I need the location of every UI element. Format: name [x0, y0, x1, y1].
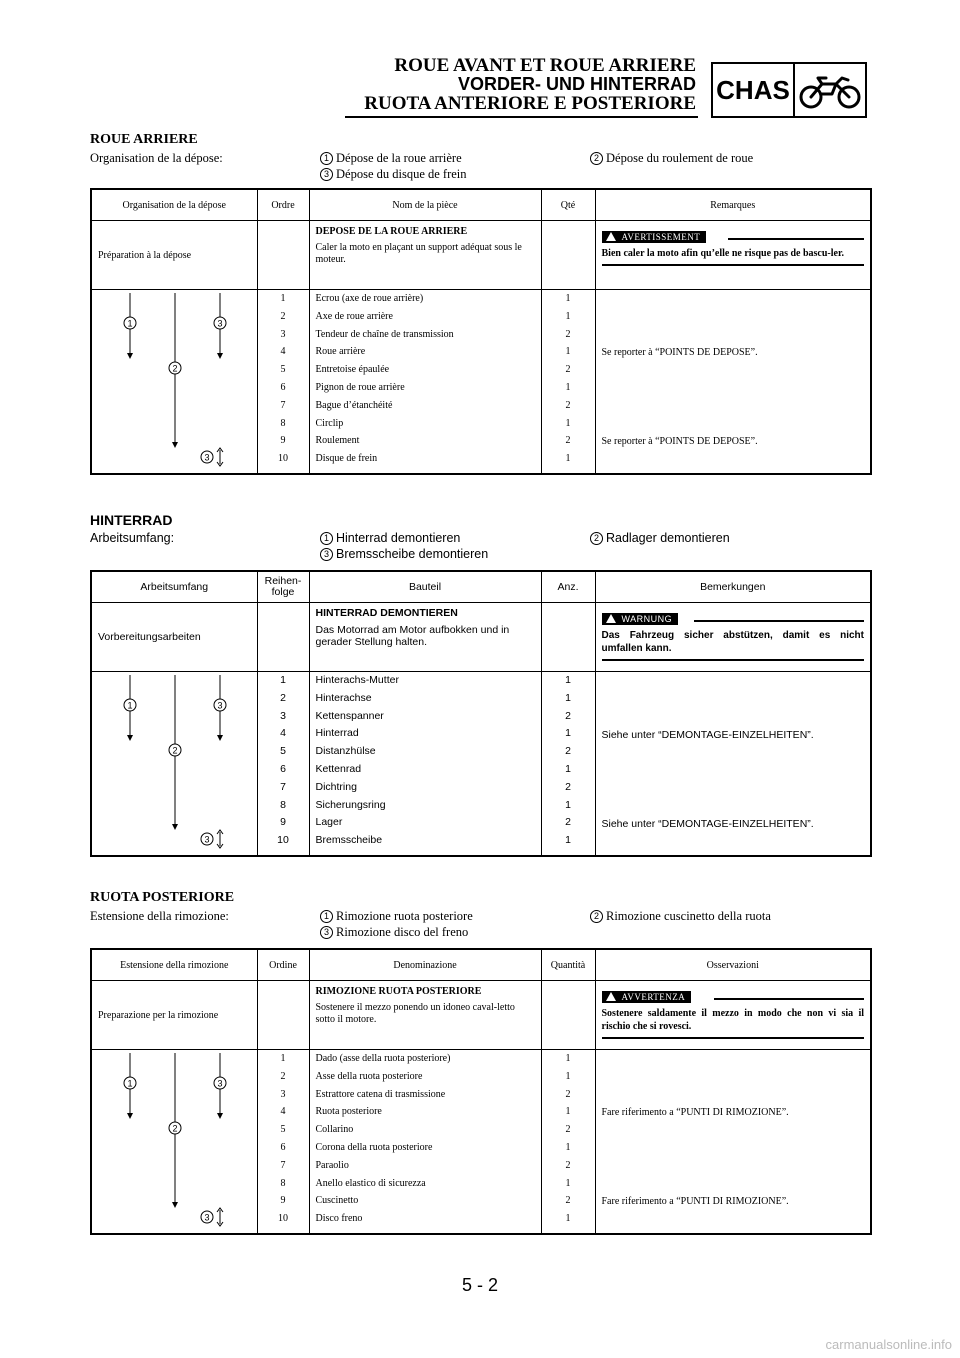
table-cell-qty: 2 — [565, 364, 571, 376]
step-arrows-diagram — [92, 672, 258, 852]
table-cell-qty: 1 — [565, 674, 571, 686]
circled-2-icon: 2 — [590, 152, 603, 165]
table-header-row — [91, 949, 871, 981]
table-cell-order: 10 — [278, 1213, 288, 1225]
col-header: Denominazione — [309, 949, 541, 981]
scope-item-1: 1 Dépose de la roue arrière — [320, 151, 462, 166]
table-cell-part: Tendeur de chaîne de transmission — [315, 328, 454, 340]
remark: Fare riferimento a “PUNTI DI RIMOZIONE”. — [601, 1107, 789, 1118]
table-cell-qty: 1 — [565, 798, 571, 811]
prep-text: Sostenere il mezzo ponendo un idoneo caval-letto sotto il motore. — [315, 1002, 515, 1025]
chapter-badge-label: CHAS — [713, 64, 795, 116]
step-diagram — [91, 672, 257, 857]
warning-badge: AVVERTENZA — [602, 991, 692, 1003]
steps-row — [91, 672, 871, 857]
warning-triangle-icon — [606, 614, 616, 623]
table-cell-qty: 1 — [565, 1053, 571, 1064]
col-header: Ordre — [257, 189, 309, 221]
remark: Se reporter à “POINTS DE DEPOSE”. — [601, 436, 758, 447]
table-cell-part: Collarino — [315, 1124, 354, 1136]
table-cell-qty: 1 — [565, 1070, 571, 1082]
qty-column — [541, 672, 595, 857]
table-cell-order: 7 — [280, 399, 286, 411]
scope-label: Arbeitsumfang: — [90, 531, 175, 545]
table-cell-order: 4 — [280, 346, 286, 358]
section-title: RUOTA POSTERIORE — [90, 890, 235, 905]
remark: Siehe unter “DEMONTAGE-EINZELHEITEN”. — [601, 729, 814, 741]
circled-2-icon: 2 — [590, 910, 603, 923]
title-french: ROUE AVANT ET ROUE ARRIERE — [394, 55, 696, 76]
table-cell-qty: 2 — [565, 328, 571, 340]
order-column — [257, 672, 309, 857]
prep-label: Préparation à la dépose — [91, 221, 257, 290]
table-cell-part: Ecrou (axe de roue arrière) — [315, 293, 424, 304]
scope-block — [90, 148, 870, 180]
prep-row — [91, 221, 871, 290]
table-cell-qty: 1 — [565, 293, 571, 304]
table-cell-part: Distanzhülse — [315, 745, 376, 758]
table-cell-part: Asse della ruota posteriore — [315, 1070, 423, 1082]
table-cell-order: 10 — [278, 453, 288, 465]
col-header: Arbeitsumfang — [91, 571, 257, 603]
scope-item-2: 2 Rimozione cuscinetto della ruota — [590, 909, 771, 924]
col-header: Quantità — [541, 949, 595, 981]
scope-item-3: 3 Dépose du disque de frein — [320, 167, 467, 182]
warning-triangle-icon — [606, 992, 616, 1001]
scope-item-3: 3 Rimozione disco del freno — [320, 925, 468, 940]
table-cell-part: Cuscinetto — [315, 1195, 359, 1207]
warning-triangle-icon — [606, 232, 616, 241]
table-cell-qty: 1 — [565, 762, 571, 775]
table-cell-part: Circlip — [315, 417, 344, 429]
col-header: Estensione della rimozione — [91, 949, 257, 981]
svg-text:3: 3 — [217, 1078, 223, 1089]
step-arrows-diagram — [92, 290, 258, 470]
title-german: VORDER- UND HINTERRAD — [458, 74, 696, 94]
table-cell-qty: 1 — [565, 1177, 571, 1189]
prep-text: Caler la moto en plaçant un support adéquat sous le moteur. — [315, 242, 522, 265]
svg-text:3: 3 — [217, 318, 223, 329]
table-cell-qty: 2 — [565, 780, 571, 793]
col-header: Nom de la pièce — [309, 189, 541, 221]
svg-text:3: 3 — [217, 700, 223, 711]
prep-title: DEPOSE DE LA ROUE ARRIERE — [315, 226, 468, 237]
table-cell-part: Bague d’étanchéité — [315, 399, 393, 411]
warning-block — [595, 981, 871, 1050]
table-cell-order: 4 — [280, 1106, 286, 1118]
step-arrows-diagram — [92, 1050, 258, 1230]
table-cell-part: Hinterachs-Mutter — [315, 674, 399, 686]
operation-table-fr — [90, 188, 872, 475]
warning-badge: AVERTISSEMENT — [602, 231, 707, 243]
col-header: Reihen-folge — [257, 571, 309, 603]
table-cell-part: Hinterachse — [315, 691, 372, 704]
remarks-column — [595, 672, 871, 857]
table-cell-qty: 1 — [565, 691, 571, 704]
table-cell-qty: 2 — [565, 1195, 571, 1207]
warning-block — [595, 221, 871, 290]
warning-badge: WARNUNG — [602, 613, 679, 625]
step-diagram — [91, 290, 257, 475]
order-column — [257, 290, 309, 475]
col-header: Organisation de la dépose — [91, 189, 257, 221]
svg-text:1: 1 — [127, 1078, 133, 1089]
circled-1-icon: 1 — [320, 152, 333, 165]
col-header: Qté — [541, 189, 595, 221]
table-cell-part: Kettenrad — [315, 762, 362, 775]
part-column — [309, 1050, 541, 1235]
table-cell-order: 5 — [280, 364, 286, 376]
table-cell-part: Roue arrière — [315, 346, 366, 358]
table-cell-part: Entretoise épaulée — [315, 364, 390, 376]
table-cell-part: Sicherungsring — [315, 798, 386, 811]
table-cell-part: Anello elastico di sicurezza — [315, 1177, 426, 1189]
svg-text:2: 2 — [172, 1123, 178, 1134]
section-title: HINTERRAD — [90, 512, 173, 528]
scope-item-1: 1 Rimozione ruota posteriore — [320, 909, 473, 924]
svg-text:3: 3 — [204, 1212, 210, 1223]
svg-text:1: 1 — [127, 318, 133, 329]
section-title: ROUE ARRIERE — [90, 132, 198, 147]
section-fr — [90, 132, 870, 180]
table-cell-order: 1 — [280, 1053, 286, 1064]
prep-label: Preparazione per la rimozione — [91, 981, 257, 1050]
col-header: Ordine — [257, 949, 309, 981]
table-cell-order: 8 — [280, 417, 286, 429]
table-cell-order: 1 — [280, 674, 286, 686]
svg-text:2: 2 — [172, 745, 178, 756]
prep-title: HINTERRAD DEMONTIEREN — [315, 607, 458, 619]
table-cell-order: 8 — [280, 1177, 286, 1189]
table-cell-part: Corona della ruota posteriore — [315, 1141, 433, 1153]
step-diagram — [91, 1050, 257, 1235]
table-cell-order: 2 — [280, 691, 286, 704]
table-cell-qty: 1 — [565, 727, 571, 740]
table-cell-order: 2 — [280, 310, 286, 322]
prep-description — [309, 981, 541, 1050]
scope-item-3: 3 Bremsscheibe demontieren — [320, 547, 488, 561]
table-cell-part: Disque de frein — [315, 453, 378, 465]
table-cell-order: 2 — [280, 1070, 286, 1082]
table-cell-order: 3 — [280, 709, 286, 722]
scope-label: Organisation de la dépose: — [90, 151, 223, 165]
scope-block — [90, 906, 870, 938]
remark: Siehe unter “DEMONTAGE-EINZELHEITEN”. — [601, 818, 814, 830]
warning-block — [595, 603, 871, 672]
chapter-badge — [711, 62, 867, 118]
table-cell-qty: 1 — [565, 1213, 571, 1225]
motorcycle-icon — [795, 64, 865, 116]
table-cell-qty: 1 — [565, 310, 571, 322]
circled-3-icon: 3 — [320, 548, 333, 561]
prep-text: Das Motorrad am Motor aufbokken und in gerader Stellung halten. — [315, 624, 510, 648]
section-it — [90, 890, 870, 938]
table-cell-order: 3 — [280, 328, 286, 340]
table-cell-part: Dichtring — [315, 780, 357, 793]
watermark: carmanualsonline.info — [825, 1337, 952, 1352]
table-cell-qty: 1 — [565, 1106, 571, 1118]
table-cell-qty: 2 — [565, 1159, 571, 1171]
table-cell-qty: 2 — [565, 399, 571, 411]
part-column — [309, 290, 541, 475]
prep-description — [309, 221, 541, 290]
circled-3-icon: 3 — [320, 168, 333, 181]
circled-1-icon: 1 — [320, 532, 333, 545]
table-cell-qty: 2 — [565, 1088, 571, 1100]
scope-item-2: 2 Radlager demontieren — [590, 531, 730, 545]
table-cell-qty: 2 — [565, 709, 571, 722]
header-rule — [345, 116, 698, 118]
qty-column — [541, 1050, 595, 1235]
table-cell-part: Axe de roue arrière — [315, 310, 393, 322]
col-header: Anz. — [541, 571, 595, 603]
prep-row — [91, 981, 871, 1050]
table-cell-order: 8 — [280, 798, 286, 811]
table-cell-order: 5 — [280, 745, 286, 758]
col-header: Bemerkungen — [595, 571, 871, 603]
table-cell-order: 9 — [280, 816, 286, 829]
col-header: Osservazioni — [595, 949, 871, 981]
scope-label: Estensione della rimozione: — [90, 909, 229, 923]
page-number: 5 - 2 — [461, 1275, 499, 1295]
table-cell-order: 9 — [280, 1195, 286, 1207]
prep-description — [309, 603, 541, 672]
table-cell-part: Lager — [315, 816, 343, 829]
remark: Se reporter à “POINTS DE DEPOSE”. — [601, 347, 758, 358]
circled-2-icon: 2 — [590, 532, 603, 545]
table-cell-part: Ruota posteriore — [315, 1106, 382, 1118]
order-column — [257, 1050, 309, 1235]
table-cell-order: 9 — [280, 435, 286, 447]
table-cell-qty: 2 — [565, 435, 571, 447]
table-cell-order: 6 — [280, 762, 286, 775]
table-cell-part: Hinterrad — [315, 727, 359, 740]
part-column — [309, 672, 541, 857]
prep-row — [91, 603, 871, 672]
scope-item-2: 2 Dépose du roulement de roue — [590, 151, 753, 166]
table-cell-order: 4 — [280, 727, 286, 740]
table-cell-order: 6 — [280, 381, 286, 393]
remarks-column — [595, 1050, 871, 1235]
table-cell-qty: 2 — [565, 1124, 571, 1136]
table-cell-part: Bremsscheibe — [315, 834, 383, 847]
operation-table-it — [90, 948, 872, 1235]
table-cell-part: Disco freno — [315, 1213, 363, 1225]
page-header-titles — [364, 56, 696, 113]
scope-block — [90, 528, 870, 560]
table-cell-part: Dado (asse della ruota posteriore) — [315, 1053, 451, 1064]
table-cell-part: Estrattore catena di trasmissione — [315, 1088, 446, 1100]
svg-text:3: 3 — [204, 452, 210, 463]
col-header: Bauteil — [309, 571, 541, 603]
table-cell-qty: 2 — [565, 745, 571, 758]
circled-3-icon: 3 — [320, 926, 333, 939]
svg-text:3: 3 — [204, 834, 210, 845]
table-cell-order: 3 — [280, 1088, 286, 1100]
table-cell-part: Paraolio — [315, 1159, 349, 1171]
table-cell-qty: 1 — [565, 417, 571, 429]
table-cell-part: Pignon de roue arrière — [315, 381, 405, 393]
warning-text: Sostenere saldamente il mezzo in modo che non vi sia il rischio che si rovesci. — [602, 1007, 865, 1039]
table-cell-qty: 1 — [565, 381, 571, 393]
table-cell-qty: 1 — [565, 834, 571, 847]
scope-item-1: 1 Hinterrad demontieren — [320, 531, 460, 545]
table-cell-part: Roulement — [315, 435, 360, 447]
table-cell-order: 7 — [280, 1159, 286, 1171]
table-cell-order: 6 — [280, 1141, 286, 1153]
table-cell-qty: 1 — [565, 1141, 571, 1153]
remark: Fare riferimento a “PUNTI DI RIMOZIONE”. — [601, 1196, 789, 1207]
prep-label: Vorbereitungsarbeiten — [91, 603, 257, 672]
section-de — [90, 512, 870, 560]
table-cell-qty: 1 — [565, 453, 571, 465]
col-header: Remarques — [595, 189, 871, 221]
table-cell-order: 10 — [277, 834, 289, 847]
svg-text:2: 2 — [172, 363, 178, 374]
warning-text: Bien caler la moto afin qu’elle ne risque pas de bascu-ler. — [602, 247, 865, 266]
circled-1-icon: 1 — [320, 910, 333, 923]
title-italian: RUOTA ANTERIORE E POSTERIORE — [364, 93, 696, 114]
table-cell-qty: 2 — [565, 816, 571, 829]
table-cell-order: 1 — [280, 293, 286, 304]
qty-column — [541, 290, 595, 475]
operation-table-de — [90, 570, 872, 857]
svg-text:1: 1 — [127, 700, 133, 711]
table-header-row — [91, 571, 871, 603]
steps-row — [91, 290, 871, 475]
prep-title: RIMOZIONE RUOTA POSTERIORE — [315, 986, 482, 997]
steps-row — [91, 1050, 871, 1235]
table-cell-qty: 1 — [565, 346, 571, 358]
table-cell-order: 5 — [280, 1124, 286, 1136]
remarks-column — [595, 290, 871, 475]
table-cell-order: 7 — [280, 780, 286, 793]
table-header-row — [91, 189, 871, 221]
warning-text: Das Fahrzeug sicher abstützen, damit es nicht umfallen kann. — [602, 629, 865, 661]
table-cell-part: Kettenspanner — [315, 709, 384, 722]
